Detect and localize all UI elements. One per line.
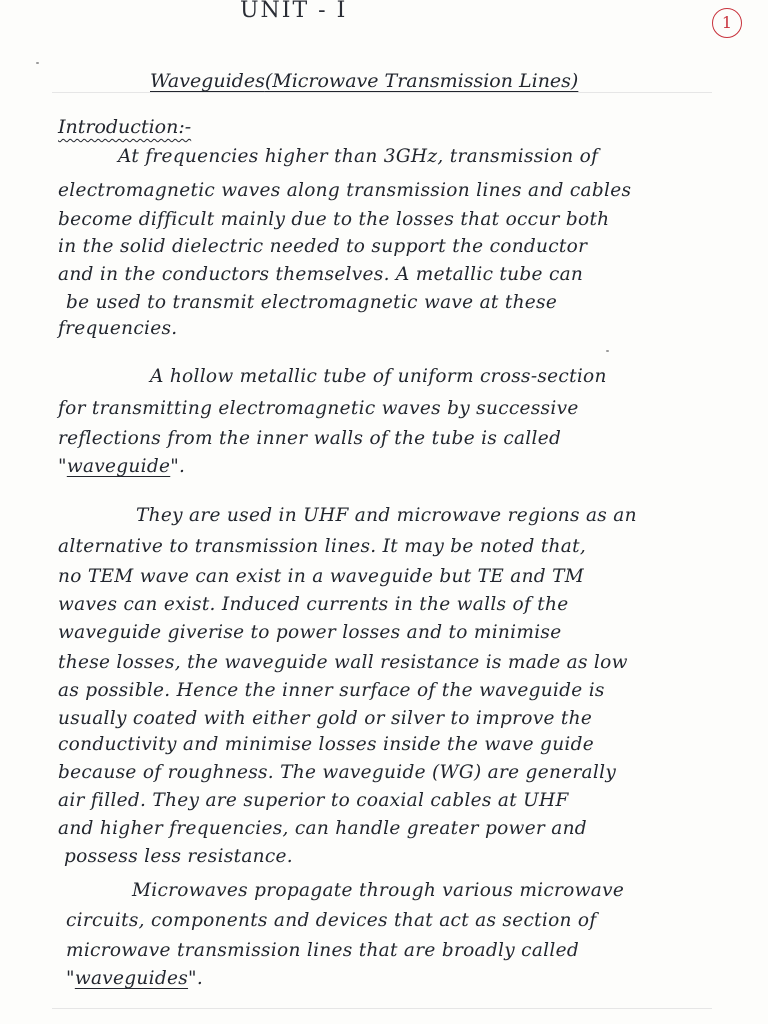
paragraph-line: because of roughness. The waveguide (WG) are generally	[58, 762, 617, 783]
ruled-line	[52, 92, 712, 93]
paragraph-line: microwave transmission lines that are broadly called	[66, 940, 579, 961]
paragraph-line: circuits, components and devices that act as section of	[66, 910, 597, 931]
term-waveguide: waveguide	[66, 456, 171, 477]
paragraph-line: reflections from the inner walls of the tube is called	[58, 428, 562, 449]
paragraph-line: waves can exist. Induced currents in the walls of the	[58, 594, 569, 615]
paragraph-line: these losses, the waveguide wall resistance is made as low	[58, 652, 628, 673]
paragraph-line: usually coated with either gold or silver to improve the	[58, 708, 593, 729]
paragraph-line: frequencies.	[58, 318, 178, 339]
term-waveguides: waveguides	[74, 968, 189, 989]
term-suffix: ".	[170, 456, 186, 477]
term-suffix: ".	[188, 968, 204, 989]
paragraph-line: "waveguide".	[58, 456, 186, 477]
paragraph-line: electromagnetic waves along transmission lines and cables	[58, 180, 632, 201]
paragraph-line: possess less resistance.	[64, 846, 293, 867]
paragraph-line: no TEM wave can exist in a waveguide but TE and TM	[58, 566, 585, 587]
paragraph-line: alternative to transmission lines. It may be noted that,	[58, 536, 587, 557]
paragraph-line: be used to transmit electromagnetic wave at these	[66, 292, 558, 313]
unit-header: UNIT - I	[240, 0, 348, 23]
paragraph-line: Microwaves propagate through various microwave	[132, 880, 625, 901]
paragraph-line: waveguide giverise to power losses and to minimise	[58, 622, 562, 643]
page-title	[150, 70, 578, 92]
paragraph-line: and in the conductors themselves. A metallic tube can	[58, 264, 584, 285]
ruled-line	[52, 1008, 712, 1009]
section-heading: Introduction:-	[58, 116, 192, 138]
paragraph-line: for transmitting electromagnetic waves by successive	[58, 398, 579, 419]
title-subtitle: (Microwave Transmission Lines)	[264, 70, 579, 92]
paragraph-line: and higher frequencies, can handle greater power and	[58, 818, 587, 839]
page-number: 1	[712, 8, 742, 38]
ink-speck	[36, 62, 39, 64]
ink-speck	[606, 350, 609, 352]
paragraph-line: At frequencies higher than 3GHz, transmission of	[118, 146, 599, 167]
paragraph-line: air filled. They are superior to coaxial cables at UHF	[58, 790, 569, 811]
paragraph-line: in the solid dielectric needed to support the conductor	[58, 236, 588, 257]
title-main: Waveguides	[150, 70, 265, 92]
paragraph-line: become difficult mainly due to the losses that occur both	[58, 209, 610, 230]
paragraph-line: A hollow metallic tube of uniform cross-section	[150, 366, 607, 387]
paragraph-line: as possible. Hence the inner surface of the waveguide is	[58, 680, 605, 701]
paragraph-line: conductivity and minimise losses inside the wave guide	[58, 734, 595, 755]
paragraph-line: "waveguides".	[66, 968, 204, 989]
paragraph-line: They are used in UHF and microwave regions as an	[136, 505, 637, 526]
